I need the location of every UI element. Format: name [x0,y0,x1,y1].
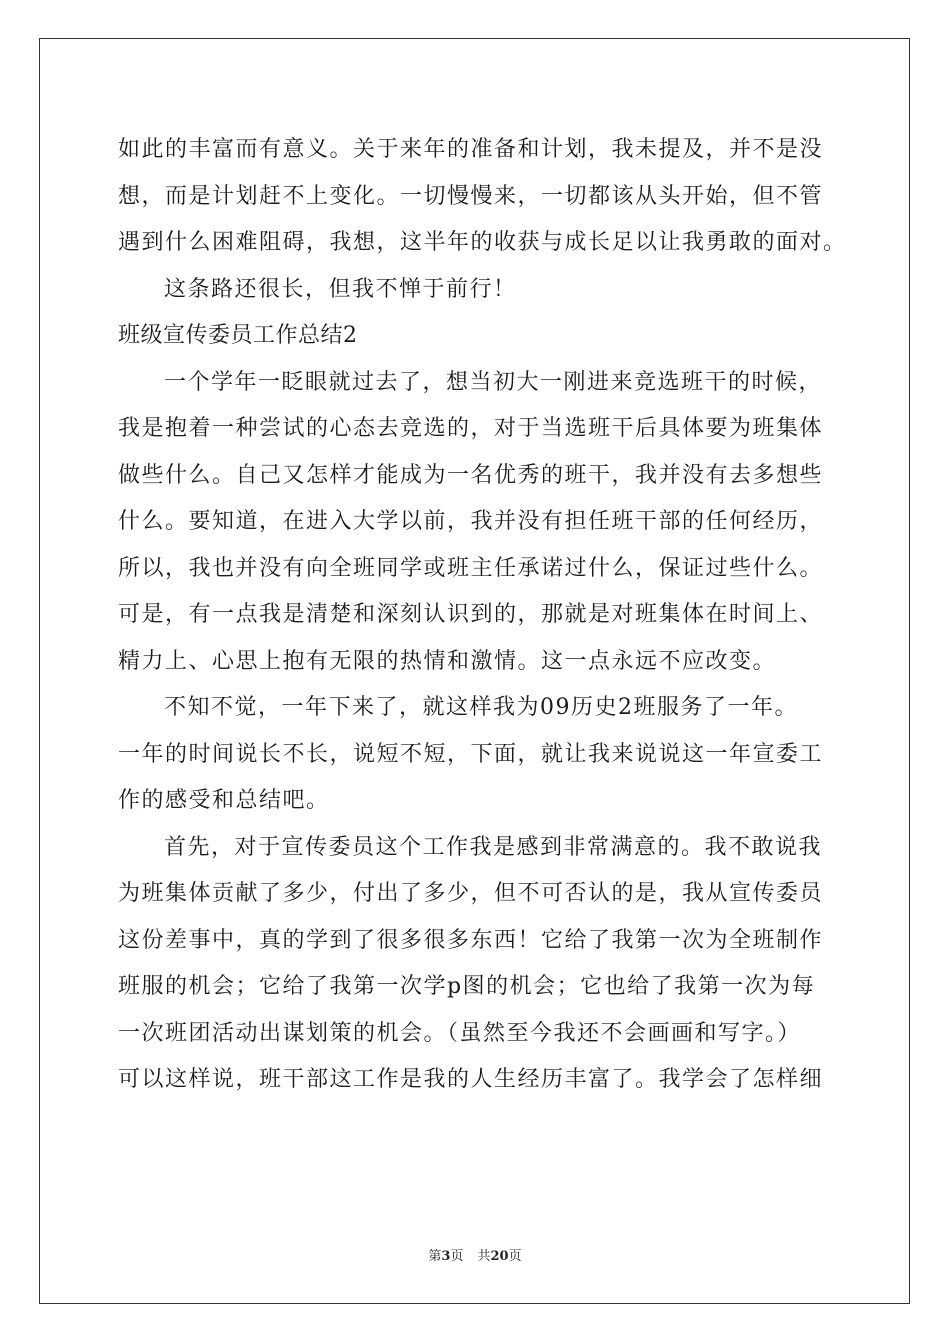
footer-total-pages: 20 [490,1249,509,1264]
text-line: 不知不觉，一年下来了，就这样我为09历史2班服务了一年。 [164,695,798,720]
text-line: 精力上、心思上抱有无限的热情和激情。这一点永远不应改变。 [118,648,777,674]
text-line: 如此的丰富而有意义。关于来年的准备和计划，我未提及，并不是没 [118,137,824,162]
text-line: 我是抱着一种尝试的心态去竞选的，对于当选班干后具体要为班集体 [118,416,824,441]
text-line: 做些什么。自己又怎样才能成为一名优秀的班干，我并没有去多想些 [118,462,824,488]
text-line: 一年的时间说长不长，说短不短，下面，就让我来说说这一年宣委工 [118,741,824,767]
text-line: 想，而是计划赶不上变化。一切慢慢来，一切都该从头开始，但不管 [118,183,824,209]
text-line: 这份差事中，真的学到了很多很多东西！它给了我第一次为全班制作 [118,927,824,953]
text-line: 一次班团活动出谋划策的机会。（虽然至今我还不会画画和写字。） [118,1020,802,1046]
footer-page-suffix: 页 [450,1249,464,1264]
page-footer [0,1247,950,1267]
document-body [118,127,858,1104]
footer-total-prefix: 共 [477,1249,491,1264]
section-heading: 班级宣传委员工作总结2 [118,323,358,348]
text-line: 可以这样说，班干部这工作是我的人生经历丰富了。我学会了怎样细 [118,1067,824,1092]
text-line: 什么。要知道，在进入大学以前，我并没有担任班干部的任何经历， [118,509,824,534]
text-line: 首先，对于宣传委员这个工作我是感到非常满意的。我不敢说我 [164,834,823,860]
text-line: 为班集体贡献了多少，付出了多少，但不可否认的是，我从宣传委员 [118,881,824,906]
footer-prefix: 第 [428,1249,442,1264]
text-line: 这条路还很长，但我不惮于前行！ [164,276,517,302]
text-line: 一个学年一眨眼就过去了，想当初大一刚进来竞选班干的时候， [164,369,823,395]
text-line: 班服的机会；它给了我第一次学p图的机会；它也给了我第一次为每 [118,974,816,999]
footer-total-suffix: 页 [508,1249,522,1264]
footer-page-number: 3 [441,1249,451,1264]
text-line: 所以，我也并没有向全班同学或班主任承诺过什么，保证过些什么。 [118,555,824,581]
text-line: 可是，有一点我是清楚和深刻认识到的，那就是对班集体在时间上、 [118,602,824,627]
text-line: 作的感受和总结吧。 [118,788,330,813]
text-line: 遇到什么困难阻碍，我想，这半年的收获与成长足以让我勇敢的面对。 [118,230,847,255]
